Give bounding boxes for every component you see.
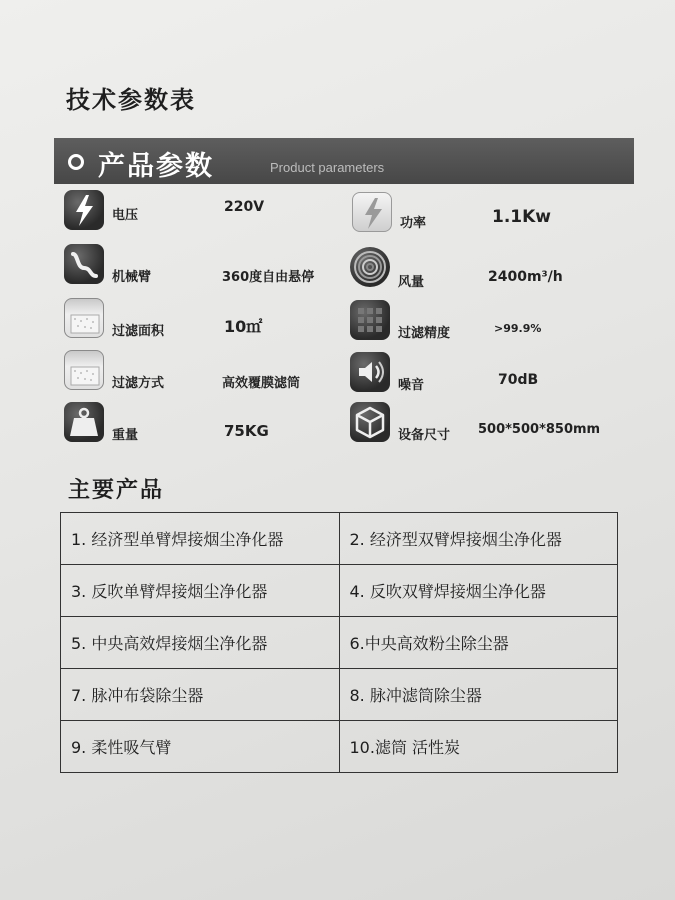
spec-label: 功率 <box>400 216 427 231</box>
spec-label: 过滤方式 <box>112 376 165 391</box>
table-row <box>61 513 618 565</box>
cube-icon <box>350 402 390 442</box>
spec-value: 360度自由悬停 <box>222 270 315 285</box>
spec-value: 220V <box>224 199 265 215</box>
weight-icon <box>64 402 104 442</box>
spec-value: 1.1Kw <box>492 207 551 227</box>
spec-weight <box>64 402 324 448</box>
spec-airflow <box>350 247 610 293</box>
table-row <box>61 617 618 669</box>
spec-value: 2400m³/h <box>488 269 563 285</box>
bullet-circle-icon <box>68 154 84 170</box>
lightning-icon <box>64 190 104 230</box>
spec-label: 重量 <box>112 428 139 443</box>
table-row <box>61 669 618 721</box>
table-row <box>61 565 618 617</box>
spec-value: 75KG <box>224 422 269 440</box>
spec-label: 噪音 <box>398 378 425 393</box>
spec-label: 电压 <box>112 208 139 223</box>
products-table <box>60 512 618 773</box>
table-cell: 2. 经济型双臂焊接烟尘净化器 <box>339 513 618 565</box>
spec-noise <box>350 352 610 398</box>
filter-icon <box>64 298 104 338</box>
spec-label: 机械臂 <box>112 270 152 285</box>
table-row <box>61 721 618 773</box>
grid-icon <box>350 300 390 340</box>
table-cell: 8. 脉冲滤筒除尘器 <box>339 669 618 721</box>
spec-filter-precision <box>350 300 610 346</box>
table-cell: 6.中央高效粉尘除尘器 <box>339 617 618 669</box>
speaker-icon <box>350 352 390 392</box>
section-header-bar <box>54 138 634 184</box>
spec-label: 风量 <box>398 275 425 290</box>
spec-filter-method <box>64 350 324 396</box>
spec-label: 过滤精度 <box>398 326 451 341</box>
table-cell: 7. 脉冲布袋除尘器 <box>61 669 340 721</box>
spec-filter-area <box>64 298 324 344</box>
table-cell: 9. 柔性吸气臂 <box>61 721 340 773</box>
spec-arm <box>64 244 324 290</box>
spec-dimensions <box>350 402 620 448</box>
filter-icon <box>64 350 104 390</box>
spec-value: 70dB <box>498 372 539 388</box>
arm-icon <box>64 244 104 284</box>
section-title: 产品参数 <box>98 151 214 182</box>
spec-voltage <box>64 190 324 236</box>
table-cell: 4. 反吹双臂焊接烟尘净化器 <box>339 565 618 617</box>
table-cell: 5. 中央高效焊接烟尘净化器 <box>61 617 340 669</box>
spec-value: 高效覆膜滤筒 <box>222 376 301 391</box>
lightning-icon <box>352 192 392 232</box>
spec-label: 过滤面积 <box>112 324 165 339</box>
spec-value: 500*500*850mm <box>478 422 601 437</box>
spec-label: 设备尺寸 <box>398 428 451 443</box>
spec-value: >99.9% <box>494 322 542 335</box>
spiral-icon <box>350 247 390 287</box>
page-title: 技术参数表 <box>66 86 196 114</box>
products-heading: 主要产品 <box>68 478 165 503</box>
section-subtitle: Product parameters <box>270 160 385 175</box>
table-cell: 1. 经济型单臂焊接烟尘净化器 <box>61 513 340 565</box>
table-cell: 3. 反吹单臂焊接烟尘净化器 <box>61 565 340 617</box>
spec-power <box>352 192 612 238</box>
spec-value: 10㎡ <box>224 317 263 336</box>
table-cell: 10.滤筒 活性炭 <box>339 721 618 773</box>
